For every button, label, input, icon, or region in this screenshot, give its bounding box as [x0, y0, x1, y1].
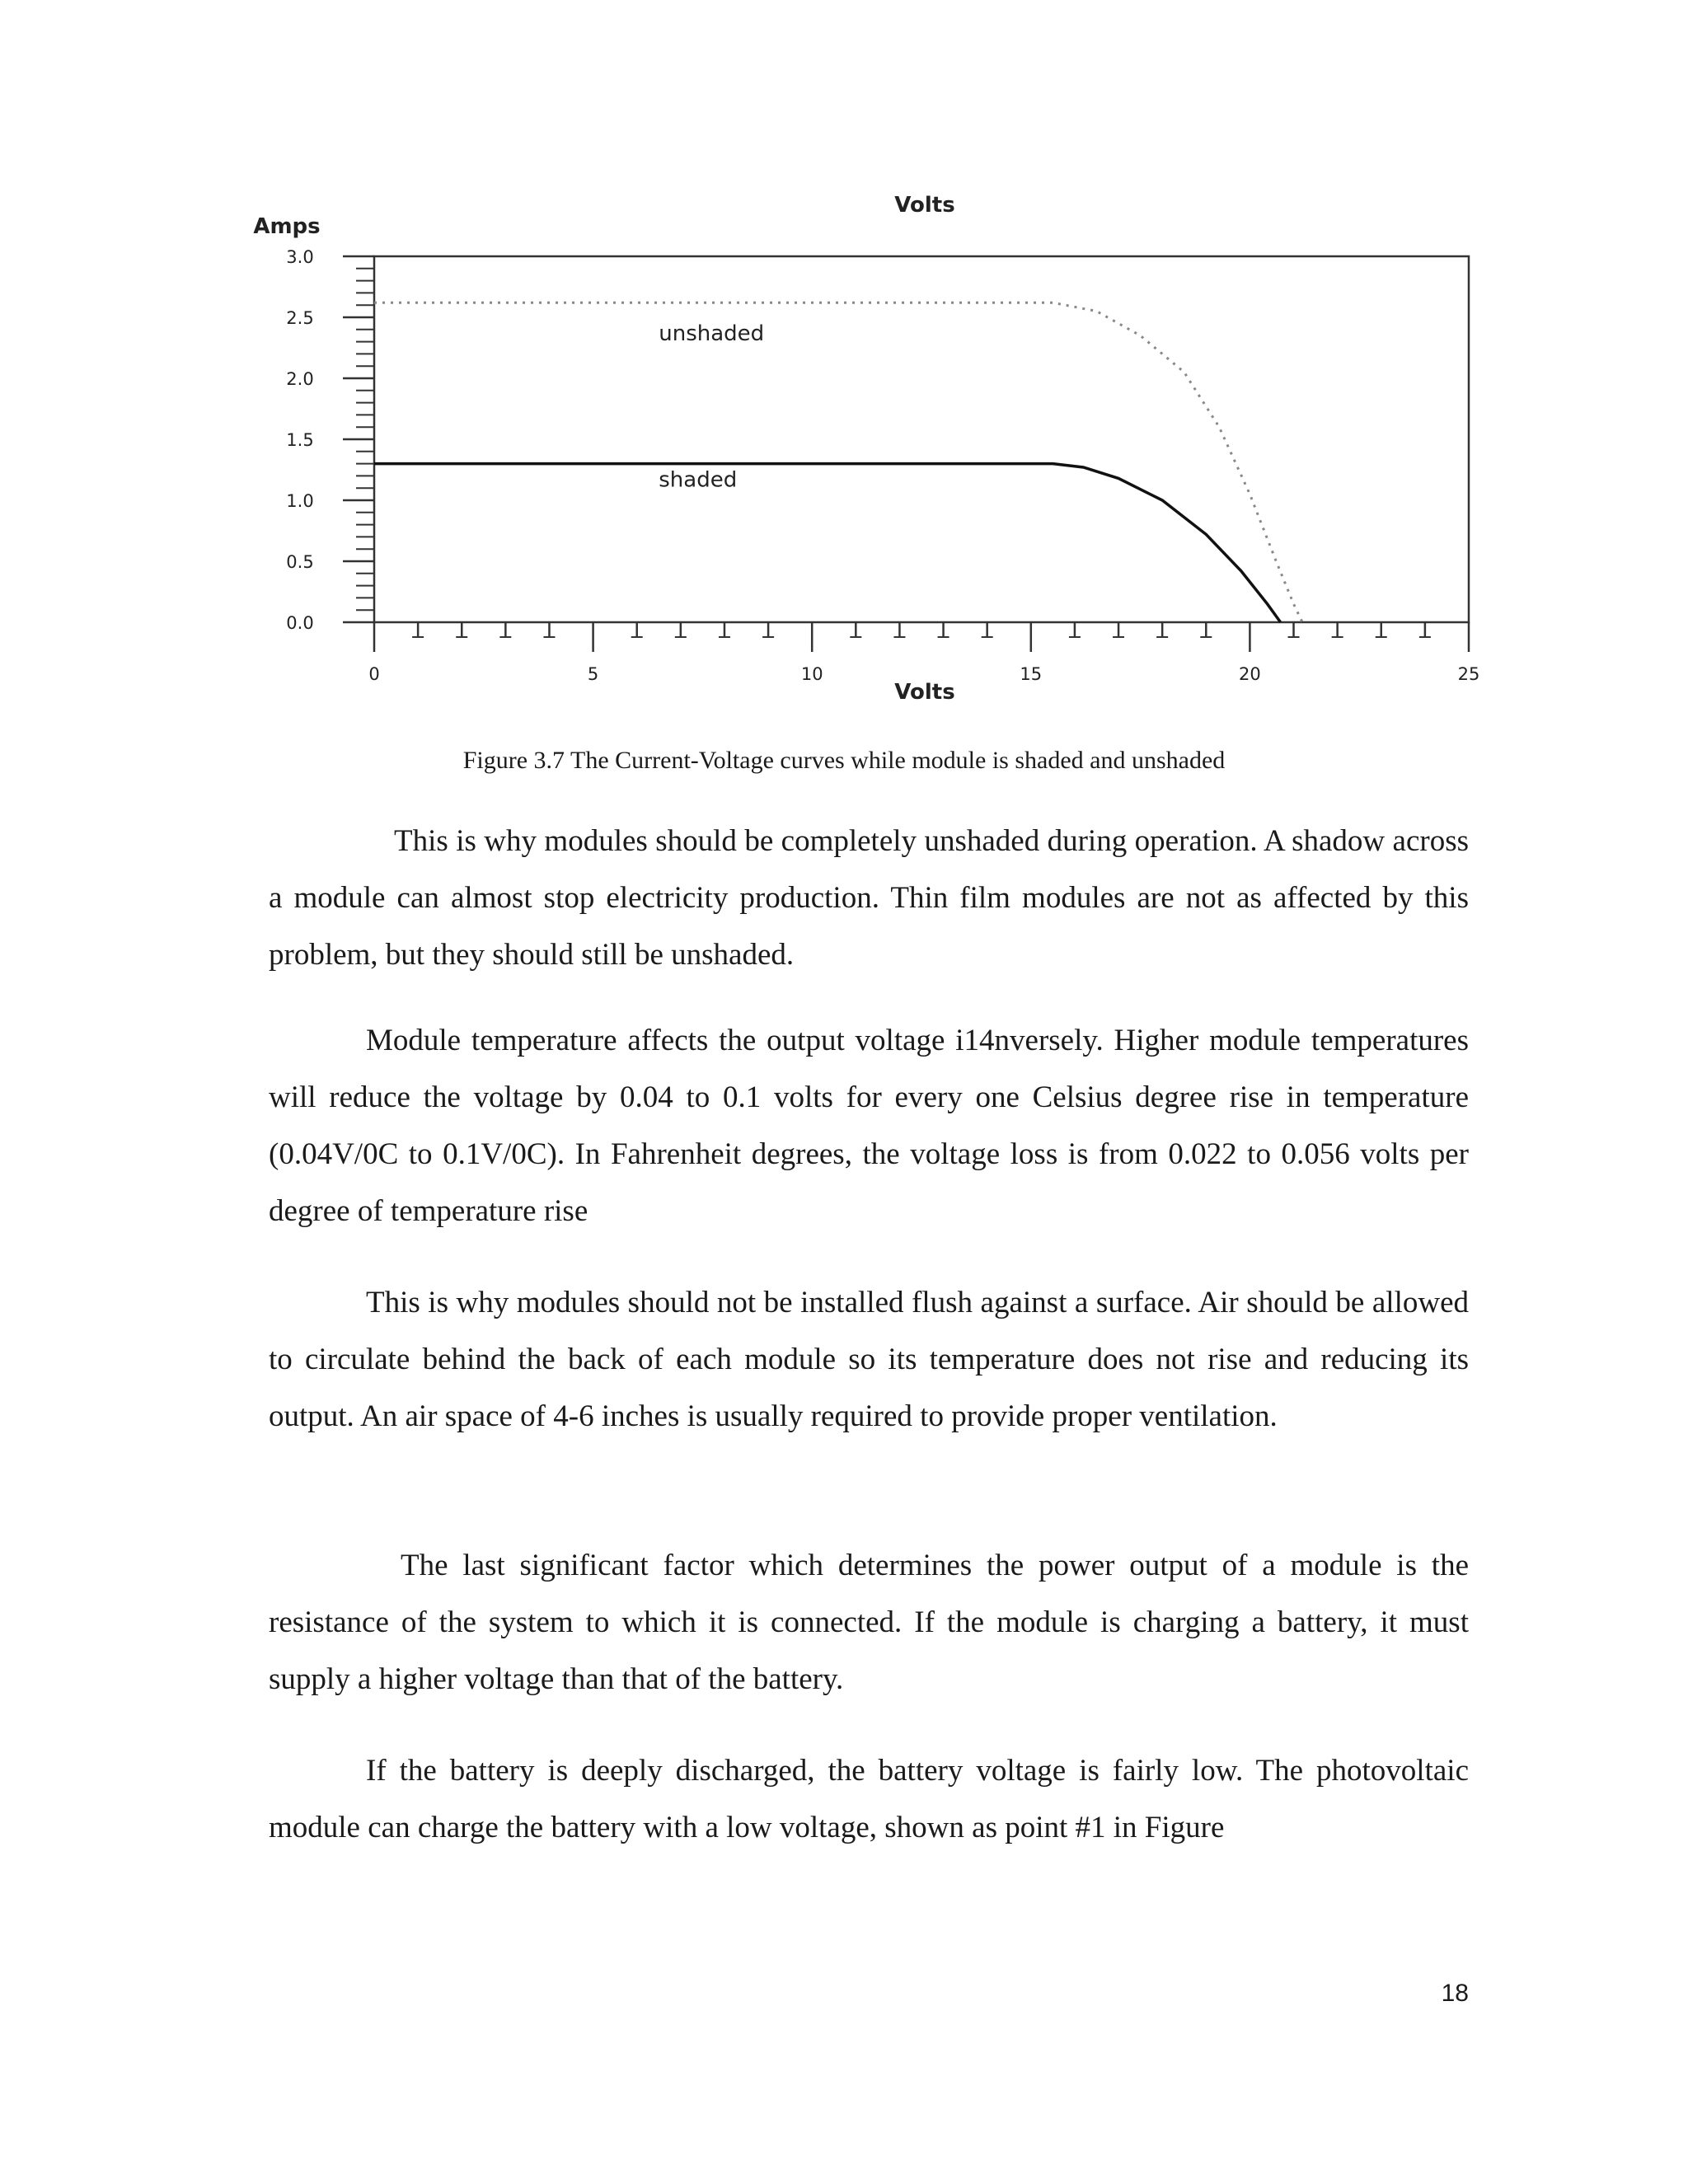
chart-title: Volts	[894, 193, 955, 218]
y-tick-label: 2.0	[286, 369, 314, 389]
paragraph-4: The last significant factor which determines the power output of a module is the resistance of the system to which it is connected. If the module is charging a battery, it must supply a higher voltage than that of the battery.	[269, 1549, 1469, 1696]
paragraph-3: This is why modules should not be installed flush against a surface. Air should be allowed to circulate behind the back of each module so its temperature does not rise and reducing its output. An air space of 4-6 inches is usually required to provide proper ventilation.	[269, 1286, 1469, 1433]
figure-caption: Figure 3.7 The Current-Voltage curves while module is shaded and unshaded	[462, 747, 1226, 774]
plot-frame	[374, 256, 1469, 622]
paragraph-1: This is why modules should be completely unshaded during operation. A shadow across a module can almost stop electricity production. Thin film modules are not as affected by this problem, but they should still be unshaded.	[269, 824, 1469, 972]
series-label-shaded: shaded	[659, 467, 738, 493]
x-tick-label: 0	[368, 664, 380, 684]
x-tick-label: 25	[1457, 664, 1480, 684]
x-tick-label: 15	[1020, 664, 1043, 684]
y-tick-label: 0.5	[286, 552, 314, 572]
y-axis-label: Amps	[253, 214, 321, 239]
x-tick-label: 20	[1239, 664, 1261, 684]
series-label-unshaded: unshaded	[659, 321, 765, 346]
x-tick-label: 5	[587, 664, 599, 684]
y-tick-label: 2.5	[286, 308, 314, 328]
paragraph-2: Module temperature affects the output voltage i14nversely. Higher module temperatures will reduce the voltage by 0.04 to 0.1 volts for every one Celsius degree rise in temperature (0.04V/0C to 0.1V/0C). In Fahrenheit degrees, the voltage loss is from 0.022 to 0.056 volts per degree of temperature rise	[269, 1024, 1469, 1228]
x-tick-label: 10	[800, 664, 823, 684]
iv-curve-chart	[247, 181, 1500, 725]
y-tick-label: 0.0	[286, 613, 314, 633]
series-line-shaded	[374, 464, 1281, 622]
paragraph-5: If the battery is deeply discharged, the battery voltage is fairly low. The photovoltaic module can charge the battery with a low voltage, shown as point #1 in Figure	[269, 1754, 1469, 1844]
page-number: 18	[1441, 1980, 1469, 2007]
y-tick-label: 1.5	[286, 430, 314, 450]
y-tick-label: 3.0	[286, 247, 314, 267]
y-tick-label: 1.0	[286, 491, 314, 511]
x-axis-label: Volts	[894, 680, 955, 705]
